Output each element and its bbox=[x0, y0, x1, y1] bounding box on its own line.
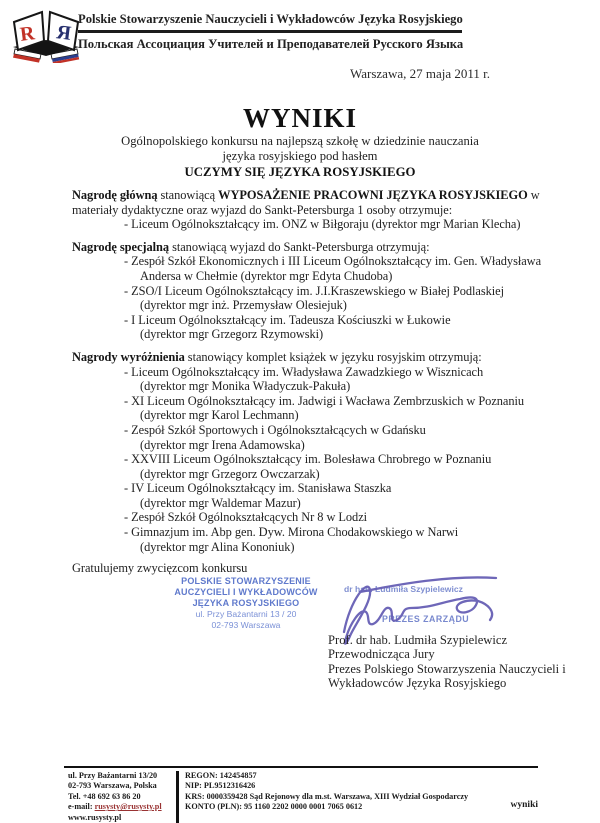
stamp-org-line-2: AUCZYCIELI I WYKŁADOWCÓW bbox=[174, 587, 318, 597]
footer-contact-block bbox=[64, 771, 176, 823]
footer-address-1: ul. Przy Bażantarni 13/20 bbox=[68, 771, 158, 780]
footer bbox=[64, 766, 538, 823]
award-item: - XI Liceum Ogólnokształcący im. Jadwigi i Wacława Zembrzuskich w Poznaniu bbox=[124, 393, 525, 408]
special-award-tail: stanowiącą wyjazd do Sankt-Petersburga otrzymują: bbox=[169, 239, 430, 254]
special-award-intro bbox=[72, 240, 542, 255]
footer-address-2: 02-793 Warszawa, Polska bbox=[68, 781, 157, 791]
typed-signature-block bbox=[328, 633, 578, 691]
footer-email-line bbox=[68, 802, 176, 812]
award-item: - Zespół Szkół Sportowych i Ogólnokształcących w Gdańsku bbox=[124, 422, 426, 437]
honors-tail: stanowiący komplet książek w języku rosyjskim otrzymują: bbox=[184, 349, 482, 364]
footer-nip: NIP: PL9512316426 bbox=[185, 781, 256, 791]
dateline: Warszawa, 27 maja 2011 r. bbox=[350, 66, 490, 81]
signer-role-1: Przewodnicząca Jury bbox=[328, 647, 435, 662]
footer-konto: KONTO (PLN): 95 1160 2202 0000 0001 7065 0612 bbox=[185, 802, 363, 812]
logo-letter-r: R bbox=[18, 22, 36, 46]
signer-role-3: Wykładowców Języka Rosyjskiego bbox=[328, 676, 507, 691]
special-award-lead: Nagrodę specjalną bbox=[72, 239, 170, 254]
logo-letter-ya: Я bbox=[55, 21, 73, 45]
award-item: - Liceum Ogólnokształcący im. Władysława Zawadzkiego w Wisznicach bbox=[124, 364, 484, 379]
subtitle-line-1: Ogólnopolskiego konkursu na najlepszą szkołę w dziedzinie nauczania bbox=[121, 134, 479, 148]
award-item-continuation: (dyrektor mgr Grzegorz Rzymowski) bbox=[140, 327, 324, 342]
main-award-intro bbox=[72, 188, 542, 217]
document-body bbox=[72, 188, 542, 576]
signer-name: Prof. dr hab. Ludmiła Szypielewicz bbox=[328, 633, 508, 647]
award-item-continuation: (dyrektor mgr inż. Przemysław Olesiejuk) bbox=[140, 298, 347, 313]
award-item: - I Liceum Ogólnokształcący im. Tadeusza Kościuszki w Łukowie bbox=[124, 312, 451, 327]
footer-www: www.rusysty.pl bbox=[68, 812, 122, 822]
footer-registry-block bbox=[185, 771, 538, 823]
title-block bbox=[0, 103, 600, 180]
award-item: - IV Liceum Ogólnokształcący im. Stanisława Staszka bbox=[124, 481, 392, 496]
award-item-continuation: (dyrektor mgr Monika Władyczuk-Pakuła) bbox=[140, 379, 351, 394]
award-item: - Liceum Ogólnokształcący im. ONZ w Biłgoraju (dyrektor mgr Marian Klecha) bbox=[124, 217, 521, 232]
main-award-emph: WYPOSAŻENIE PRACOWNI JĘZYKA ROSYJSKIEGO bbox=[218, 188, 528, 202]
main-award-mid: stanowiącą bbox=[157, 188, 219, 202]
letterhead bbox=[78, 12, 478, 52]
footer-email-label: e-mail: bbox=[68, 802, 95, 812]
award-item: - Gimnazjum im. Abp gen. Dyw. Mirona Chodakowskiego w Narwi bbox=[124, 525, 459, 540]
footer-regon: REGON: 142454857 bbox=[185, 771, 257, 780]
stamp-city: 02-793 Warszawa bbox=[211, 620, 281, 630]
stamp-org-line-3: JĘZYKA ROSYJSKIEGO bbox=[192, 598, 300, 608]
footer-divider bbox=[176, 771, 179, 823]
award-item-continuation: Andersa w Chełmie (dyrektor mgr Edyta Chudoba) bbox=[140, 268, 393, 283]
award-item: - XXVIII Liceum Ogólnokształcący im. Bolesława Chrobrego w Poznaniu bbox=[124, 452, 492, 467]
award-item: - ZSO/I Liceum Ogólnokształcący im. J.I.Kraszewskiego w Białej Podlaskiej bbox=[124, 283, 505, 298]
stamp-org-line-1: POLSKIE STOWARZYSZENIE bbox=[181, 576, 311, 586]
signer-role-2: Prezes Polskiego Stowarzyszenia Nauczycieli i bbox=[328, 661, 566, 676]
award-item-continuation: (dyrektor mgr Waldemar Mazur) bbox=[140, 495, 301, 510]
award-item-continuation: (dyrektor mgr Karol Lechmann) bbox=[140, 408, 299, 423]
email-link[interactable]: rusysty@rusysty.pl bbox=[94, 802, 162, 812]
award-item-continuation: (dyrektor mgr Grzegorz Owczarzak) bbox=[140, 466, 320, 481]
main-award-lead: Nagrodę główną bbox=[72, 188, 158, 202]
org-name-polish: Polskie Stowarzyszenie Nauczycieli i Wykładowców Języka Rosyjskiego bbox=[78, 12, 463, 26]
footer-krs: KRS: 0000359428 Sąd Rejonowy dla m.st. Warszawa, XIII Wydział Gospodarczy bbox=[185, 791, 469, 801]
award-item-continuation: (dyrektor mgr Irena Adamowska) bbox=[140, 437, 305, 452]
org-name-russian: Польская Ассоциация Учителей и Преподавателей Русского Языка bbox=[78, 36, 464, 51]
footer-note: wyniki bbox=[510, 800, 538, 810]
letterhead-divider bbox=[78, 30, 462, 33]
subtitle-line-2: języka rosyjskiego pod hasłem bbox=[222, 148, 378, 163]
contest-motto: UCZYMY SIĘ JĘZYKA ROSYJSKIEGO bbox=[184, 164, 416, 179]
award-item: - Zespół Szkół Ogólnokształcących Nr 8 w Lodzi bbox=[124, 510, 368, 525]
honors-intro bbox=[72, 350, 542, 365]
footer-phone: Tel. +48 692 63 86 20 bbox=[68, 791, 141, 801]
main-award-tail: w materiały dydaktyczne oraz wyjazd do Sankt-Petersburga 1 osoby otrzymuje: bbox=[72, 188, 540, 217]
award-item-continuation: (dyrektor mgr Alina Kononiuk) bbox=[140, 539, 295, 554]
address-stamp bbox=[153, 576, 339, 631]
association-logo-book-icon bbox=[9, 7, 83, 63]
signature-stamp-role: PREZES ZARZĄDU bbox=[382, 614, 470, 624]
stamp-street: ul. Przy Bażantarni 13 / 20 bbox=[195, 609, 297, 619]
signature-stamp-name: dr hab. Ludmiła Szypielewicz bbox=[344, 584, 463, 594]
document-title: WYNIKI bbox=[242, 103, 357, 133]
honors-lead: Nagrody wyróżnienia bbox=[72, 349, 185, 364]
award-item: - Zespół Szkół Ekonomicznych i III Liceum Ogólnokształcący im. Gen. Władysława bbox=[124, 254, 542, 269]
closing-line: Gratulujemy zwycięzcom konkursu bbox=[72, 561, 248, 576]
